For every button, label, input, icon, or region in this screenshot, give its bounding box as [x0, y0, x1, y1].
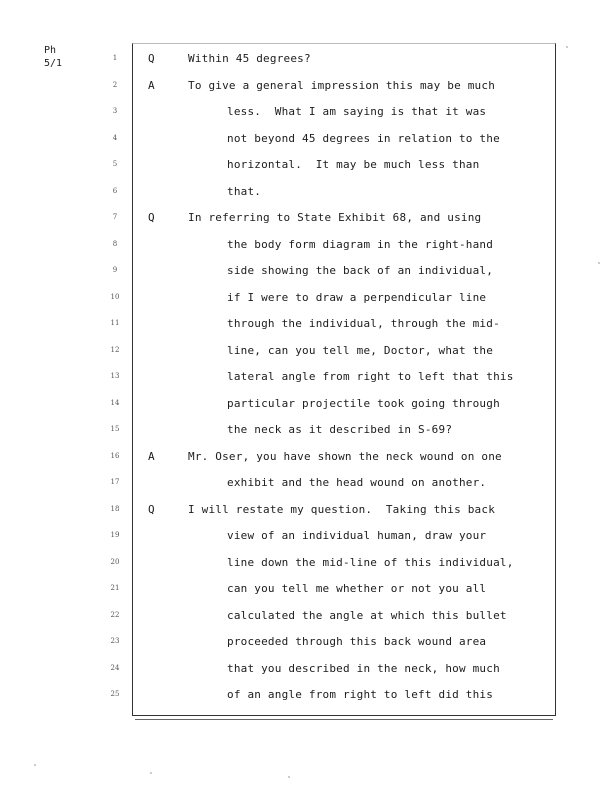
- line-text: view of an individual human, draw your: [227, 529, 487, 542]
- transcript-line: [0, 603, 612, 630]
- transcript-line: [0, 311, 612, 338]
- line-text: the neck as it described in S-69?: [227, 423, 453, 436]
- transcript-line: [0, 444, 612, 471]
- speaker-label: Q: [148, 211, 155, 224]
- line-text: In referring to State Exhibit 68, and using: [188, 211, 482, 224]
- transcript-line: [0, 152, 612, 179]
- line-number: 19: [110, 531, 120, 539]
- line-number: 21: [110, 584, 120, 592]
- transcript-line: [0, 46, 612, 73]
- line-text: line down the mid-line of this individual,: [227, 555, 514, 569]
- transcript-line: [0, 232, 612, 259]
- line-number: 24: [110, 663, 120, 672]
- speaker-label: A: [148, 449, 155, 463]
- line-text: that you described in the neck, how much: [227, 661, 500, 675]
- scan-speck: [598, 262, 600, 264]
- transcript-line: [0, 338, 612, 365]
- corner-initials: Ph: [44, 45, 57, 56]
- line-number: 18: [110, 504, 120, 513]
- line-number: 4: [112, 133, 118, 142]
- line-text: side showing the back of an individual,: [227, 264, 494, 277]
- line-text: exhibit and the head wound on another.: [227, 476, 487, 489]
- transcript-line: [0, 258, 612, 285]
- transcript-line: [0, 205, 612, 232]
- line-number: 3: [112, 107, 118, 115]
- line-number: 11: [110, 319, 120, 327]
- transcript-line: [0, 497, 612, 524]
- speaker-label: A: [148, 78, 155, 92]
- transcript-line: [0, 417, 612, 444]
- line-text: To give a general impression this may be much: [188, 78, 496, 92]
- line-text: the body form diagram in the right-hand: [227, 237, 494, 251]
- transcript-line: [0, 576, 612, 603]
- line-number: 7: [112, 213, 118, 221]
- speaker-label: Q: [148, 502, 155, 516]
- line-text: line, can you tell me, Doctor, what the: [227, 343, 494, 357]
- scan-speck: [34, 764, 36, 766]
- transcript-line: [0, 682, 612, 709]
- line-number: 10: [110, 292, 120, 301]
- line-number: 14: [110, 398, 120, 407]
- transcript-line: [0, 391, 612, 418]
- line-text: proceeded through this back wound area: [227, 635, 487, 648]
- line-number: 5: [112, 160, 118, 168]
- transcript-line: [0, 470, 612, 497]
- line-text: through the individual, through the mid-: [227, 317, 500, 330]
- line-number: 23: [110, 637, 120, 645]
- speaker-label: Q: [148, 52, 155, 65]
- line-number: 9: [112, 266, 118, 274]
- line-number: 2: [112, 80, 118, 89]
- line-text: lateral angle from right to left that this: [227, 370, 514, 383]
- scan-speck: [150, 772, 152, 774]
- transcript-line: [0, 550, 612, 577]
- line-number: 13: [110, 372, 120, 380]
- line-text: less. What I am saying is that it was: [227, 105, 487, 118]
- line-number: 22: [110, 610, 120, 619]
- transcript-line: [0, 656, 612, 683]
- scan-speck: [288, 776, 290, 778]
- line-number: 20: [110, 557, 120, 566]
- transcript-line: [0, 73, 612, 100]
- transcript-line: [0, 99, 612, 126]
- line-text: that.: [227, 184, 262, 198]
- scan-speck: [566, 46, 568, 48]
- transcript-line: [0, 179, 612, 206]
- line-text: horizontal. It may be much less than: [227, 158, 480, 171]
- line-text: not beyond 45 degrees in relation to the: [227, 131, 500, 145]
- line-text: I will restate my question. Taking this back: [188, 502, 496, 516]
- corner-page-ref: 5/1: [44, 58, 63, 69]
- line-number: 12: [110, 345, 120, 354]
- line-text: Within 45 degrees?: [188, 52, 311, 65]
- transcript-line: [0, 629, 612, 656]
- line-number: 8: [112, 239, 118, 248]
- line-number: 1: [112, 54, 118, 62]
- line-number: 6: [112, 186, 118, 195]
- line-number: 15: [110, 425, 120, 433]
- transcript-line: [0, 285, 612, 312]
- line-number: 17: [110, 478, 120, 486]
- line-text: of an angle from right to left did this: [227, 688, 494, 701]
- line-number: 25: [110, 690, 120, 698]
- line-text: calculated the angle at which this bullet: [227, 608, 507, 622]
- line-text: Mr. Oser, you have shown the neck wound on one: [188, 449, 502, 463]
- transcript-line: [0, 364, 612, 391]
- transcript-line: [0, 523, 612, 550]
- line-text: if I were to draw a perpendicular line: [227, 290, 487, 304]
- line-number: 16: [110, 451, 120, 460]
- transcript-line: [0, 126, 612, 153]
- line-text: can you tell me whether or not you all: [227, 582, 487, 595]
- line-text: particular projectile took going through: [227, 396, 500, 410]
